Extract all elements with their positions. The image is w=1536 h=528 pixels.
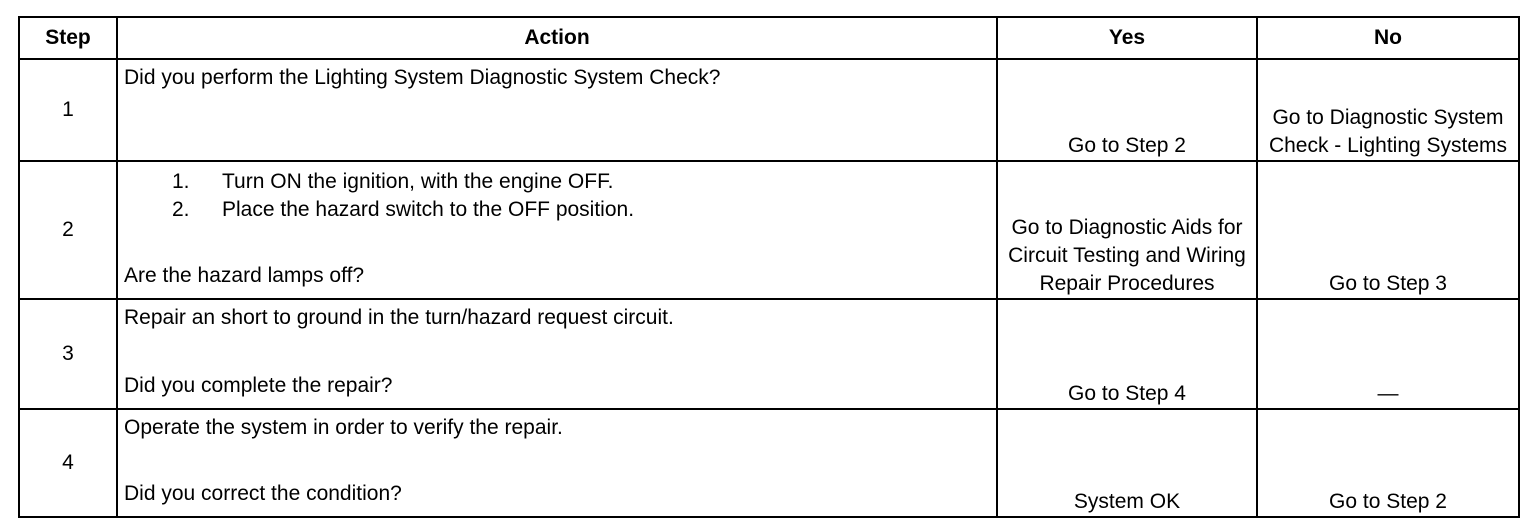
step-number: 2 — [19, 161, 117, 299]
no-result: Go to Step 3 — [1257, 161, 1519, 299]
yes-result: Go to Diagnostic Aids for Circuit Testing and Wiring Repair Procedures — [997, 161, 1257, 299]
table-row — [19, 59, 1519, 161]
table-row — [19, 409, 1519, 517]
action-question: Did you correct the condition? — [124, 482, 402, 505]
header-yes: Yes — [997, 17, 1257, 59]
yes-result: System OK — [997, 409, 1257, 517]
yes-result: Go to Step 2 — [997, 59, 1257, 161]
diagnostic-table — [18, 16, 1520, 518]
action-text: Repair an short to ground in the turn/hazard request circuit. — [124, 306, 674, 329]
table-row — [19, 161, 1519, 299]
header-no: No — [1257, 17, 1519, 59]
step-number: 1 — [19, 59, 117, 161]
substep-item: 2. Place the hazard switch to the OFF position. — [172, 198, 635, 221]
step-number: 3 — [19, 299, 117, 409]
header-action: Action — [117, 17, 997, 59]
table-row — [19, 299, 1519, 409]
header-step: Step — [19, 17, 117, 59]
no-result: Go to Diagnostic System Check - Lighting Systems — [1257, 59, 1519, 161]
substep-item: 1. Turn ON the ignition, with the engine OFF. — [172, 170, 614, 193]
header-row — [19, 17, 1519, 59]
substep-list — [124, 168, 990, 224]
action-text: Operate the system in order to verify the repair. — [124, 416, 563, 439]
action-cell — [117, 59, 997, 161]
action-cell — [117, 299, 997, 409]
action-cell — [117, 161, 997, 299]
yes-result: Go to Step 4 — [997, 299, 1257, 409]
action-text: Did you perform the Lighting System Diagnostic System Check? — [124, 66, 721, 89]
action-question: Are the hazard lamps off? — [124, 264, 365, 287]
no-result: Go to Step 2 — [1257, 409, 1519, 517]
step-number: 4 — [19, 409, 117, 517]
no-result: — — [1257, 299, 1519, 409]
action-cell — [117, 409, 997, 517]
action-question: Did you complete the repair? — [124, 374, 393, 397]
